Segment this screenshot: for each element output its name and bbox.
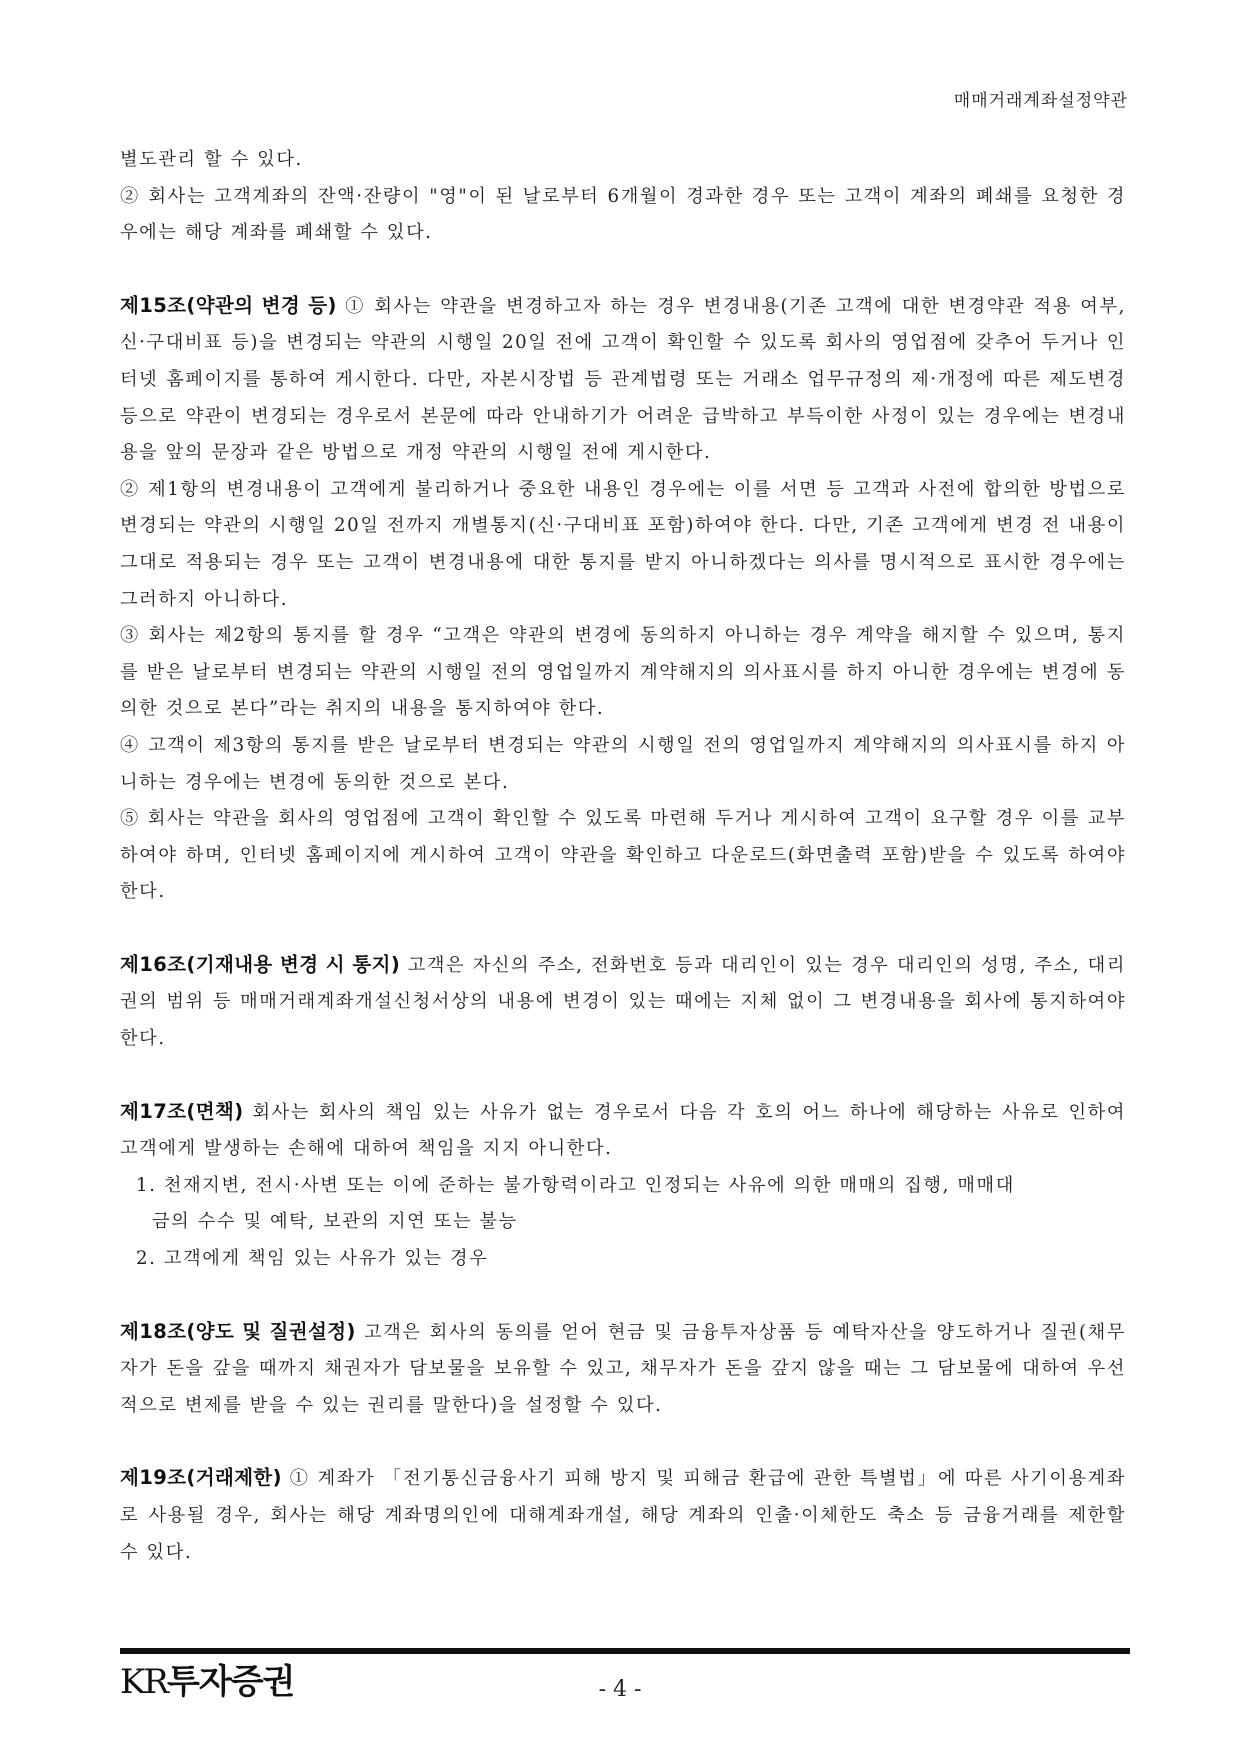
article-heading: 제19조(거래제한) <box>120 1466 282 1490</box>
logo-name: 투자증권 <box>167 1662 295 1702</box>
article-18 <box>120 1314 1126 1425</box>
article-heading: 제15조(약관의 변경 등) <box>120 293 337 317</box>
article-text: 고객은 회사의 동의를 얻어 현금 및 금융투자상품 등 예탁자산을 양도하거나 질권(채무자가 돈을 갚을 때까지 채권자가 담보물을 보유할 수 있고, 채무자가 돈을 갚지 않을 때는 그 담보물에 대하여 우선적으로 변제를 받을 수 있는 권리를 말한다)을 설정할 수 있다. <box>120 1321 1126 1416</box>
article-19 <box>120 1460 1126 1571</box>
article-16 <box>120 947 1126 1058</box>
document-body <box>120 142 1126 1571</box>
paragraph: ⑤ 회사는 약관을 회사의 영업점에 고객이 확인할 수 있도록 마련해 두거나 게시하여 고객이 요구할 경우 이를 교부하여야 하며, 인터넷 홈페이지에 게시하여 고객이 약관을 확인하고 다운로드(화면출력 포함)받을 수 있도록 하여야 한다. <box>120 808 1126 903</box>
article-text: 회사는 회사의 책임 있는 사유가 없는 경우로서 다음 각 호의 어느 하나에 해당하는 사유로 인하여 고객에게 발생하는 손해에 대하여 책임을 지지 아니한다. <box>120 1101 1126 1160</box>
article-text: ① 계좌가 「전기통신금융사기 피해 방지 및 피해금 환급에 관한 특별법」에 따른 사기이용계좌로 사용될 경우, 회사는 해당 계좌명의인에 대해계좌개설, 해당 계좌의 인출·이체한도 축소 등 금융거래를 제한할 수 있다. <box>120 1468 1126 1563</box>
article-text: 고객은 자신의 주소, 전화번호 등과 대리인이 있는 경우 대리인의 성명, 주소, 대리권의 범위 등 매매거래계좌개설신청서상의 내용에 변경이 있는 때에는 지체 없이 그 변경내용을 회사에 통지하여야 한다. <box>120 954 1126 1050</box>
paragraph: ③ 회사는 제2항의 통지를 할 경우 “고객은 약관의 변경에 동의하지 아니하는 경우 계약을 해지할 수 있으며, 통지를 받은 날로부터 변경되는 약관의 시행일 전의 영업일까지 계약해지의 의사표시를 하지 아니한 경우에는 변경에 동의한 것으로 본다”라는 취지의 내용을 통지하여야 한다. <box>120 625 1126 720</box>
paragraph: ④ 고객이 제3항의 통지를 받은 날로부터 변경되는 약관의 시행일 전의 영업일까지 계약해지의 의사표시를 하지 아니하는 경우에는 변경에 동의한 것으로 본다. <box>120 734 1126 793</box>
article-17 <box>120 1094 1126 1168</box>
logo-kr: KR <box>120 1662 167 1702</box>
article-text: ① 회사는 약관을 변경하고자 하는 경우 변경내용(기존 고객에 대한 변경약관 적용 여부, 신·구대비표 등)을 변경되는 약관의 시행일 20일 전에 고객이 확인할 수 있도록 회사의 영업점에 갖추어 두거나 인터넷 홈페이지를 통하여 게시한다. 다만, 자본시장법 등 관계법령 또는 거래소 업무규정의 제·개정에 따른 제도변경 등으로 약관이 변경되는 경우로서 본문에 따라 안내하기가 어려운 급박하고 부득이한 사정이 있는 경우에는 변경내용을 앞의 문장과 같은 방법으로 개정 약관의 시행일 전에 게시한다. <box>120 295 1126 464</box>
list-item: 2. 고객에게 책임 있는 사유가 있는 경우 <box>136 1248 489 1270</box>
page-number: - 4 - <box>598 1677 642 1702</box>
list-item: 1. 천재지변, 전시·사변 또는 이에 준하는 불가항력이라고 인정되는 사유에 의한 매매의 집행, 매매대 <box>136 1174 1015 1196</box>
article-15 <box>120 288 1126 472</box>
article-heading: 제16조(기재내용 변경 시 통지) <box>120 952 401 976</box>
document-title-header: 매매거래계좌설정약관 <box>953 91 1128 111</box>
paragraph: ② 회사는 고객계좌의 잔액·잔량이 "영"이 된 날로부터 6개월이 경과한 경우 또는 고객이 계좌의 폐쇄를 요청한 경우에는 해당 계좌를 폐쇄할 수 있다. <box>120 185 1126 244</box>
paragraph: 별도관리 할 수 있다. <box>120 149 303 170</box>
article-heading: 제18조(양도 및 질권설정) <box>120 1319 356 1343</box>
article-heading: 제17조(면책) <box>120 1099 244 1123</box>
list-item-continuation: 금의 수수 및 예탁, 보관의 지연 또는 불능 <box>152 1211 518 1233</box>
paragraph: ② 제1항의 변경내용이 고객에게 불리하거나 중요한 내용인 경우에는 이를 서면 등 고객과 사전에 합의한 방법으로 변경되는 약관의 시행일 20일 전까지 개별통지(신·구대비표 포함)하여야 한다. 다만, 기존 고객에게 변경 전 내용이 그대로 적용되는 경우 또는 고객이 변경내용에 대한 통지를 받지 아니하겠다는 의사를 명시적으로 표시한 경우에는 그러하지 아니하다. <box>120 478 1126 610</box>
